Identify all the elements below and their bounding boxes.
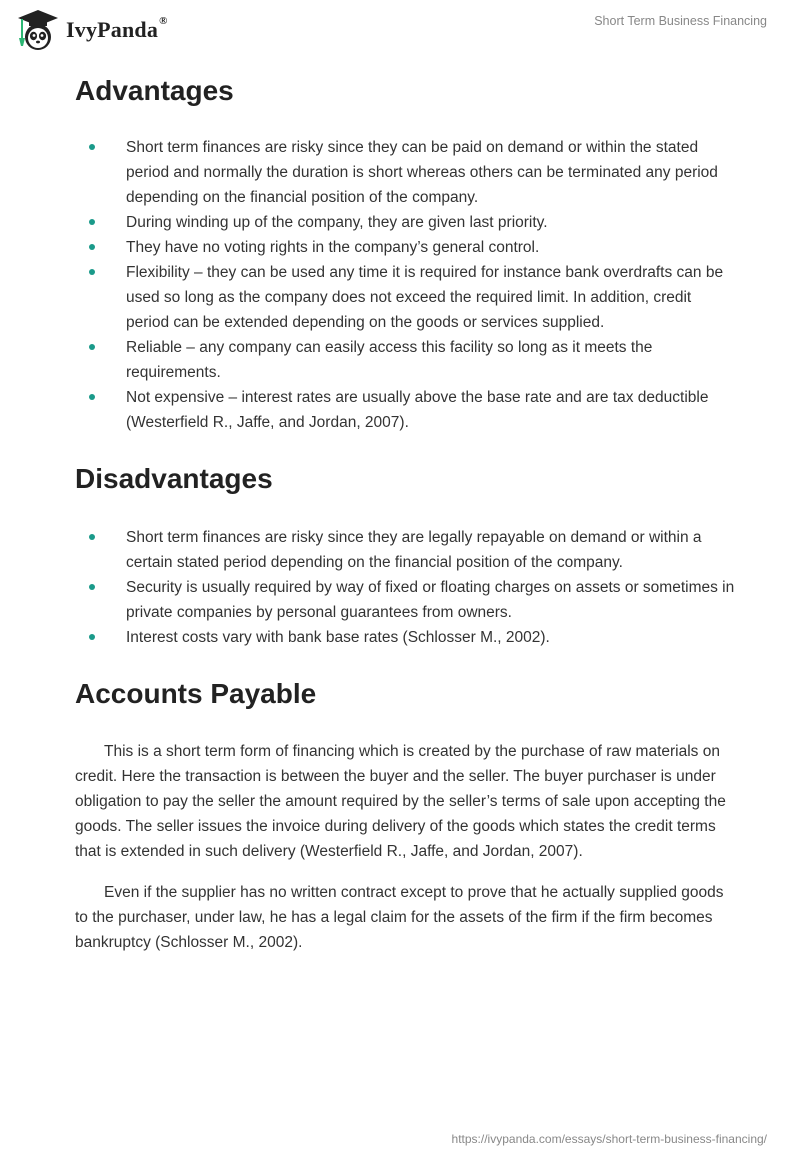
brand-logo[interactable] xyxy=(16,8,168,52)
bullet-icon xyxy=(89,634,95,640)
bullet-icon xyxy=(89,219,95,225)
source-url-link[interactable]: https://ivypanda.com/essays/short-term-business-financing/ xyxy=(451,1132,767,1146)
list-item: Short term finances are risky since they can be paid on demand or within the stated period and normally the duration is short whereas others can be terminated any period depending on the financial position of the company. xyxy=(75,135,735,210)
heading-accounts-payable: Accounts Payable xyxy=(75,678,317,709)
list-item: Security is usually required by way of fixed or floating charges on assets or sometimes in private companies by personal guarantees from owners. xyxy=(75,575,735,625)
heading-advantages: Advantages xyxy=(75,75,234,106)
bullet-icon xyxy=(89,244,95,250)
paragraph: Even if the supplier has no written contract except to prove that he actually supplied goods to the purchaser, under law, he has a legal claim for the assets of the firm if the firm becomes bankruptcy (Schlosser M., 2002). xyxy=(75,884,724,951)
list-item: Reliable – any company can easily access this facility so long as it meets the requirements. xyxy=(75,335,735,385)
page-header xyxy=(0,0,800,62)
bullet-icon xyxy=(89,144,95,150)
essay-body xyxy=(75,73,735,955)
panda-graduate-icon xyxy=(16,8,60,52)
list-item: Not expensive – interest rates are usually above the base rate and are tax deductible (Westerfield R., Jaffe, and Jordan, 2007). xyxy=(75,385,735,435)
list-item: They have no voting rights in the company’s general control. xyxy=(75,235,735,260)
disadvantages-list xyxy=(75,525,735,650)
brand-name: IvyPanda® xyxy=(66,15,168,42)
advantages-list xyxy=(75,135,735,435)
list-item: Flexibility – they can be used any time it is required for instance bank overdrafts can be used so long as the company does not exceed the required limit. In addition, credit period can be extended depending on the goods or services supplied. xyxy=(75,260,735,335)
bullet-icon xyxy=(89,534,95,540)
paragraph: This is a short term form of financing which is created by the purchase of raw materials on credit. Here the transaction is between the buyer and the seller. The buyer purchaser is under obligation to pay the seller the amount required by the seller’s terms of sale upon accepting the goods. The seller issues the invoice during delivery of the goods which states the credit terms that is extended in such delivery (Westerfield R., Jaffe, and Jordan, 2007). xyxy=(75,743,726,860)
list-item: Short term finances are risky since they are legally repayable on demand or within a certain stated period depending on the financial position of the company. xyxy=(75,525,735,575)
heading-disadvantages: Disadvantages xyxy=(75,463,273,494)
bullet-icon xyxy=(89,394,95,400)
list-item: During winding up of the company, they are given last priority. xyxy=(75,210,735,235)
bullet-icon xyxy=(89,344,95,350)
bullet-icon xyxy=(89,269,95,275)
document-title: Short Term Business Financing xyxy=(594,14,767,28)
bullet-icon xyxy=(89,584,95,590)
list-item: Interest costs vary with bank base rates (Schlosser M., 2002). xyxy=(75,625,735,650)
